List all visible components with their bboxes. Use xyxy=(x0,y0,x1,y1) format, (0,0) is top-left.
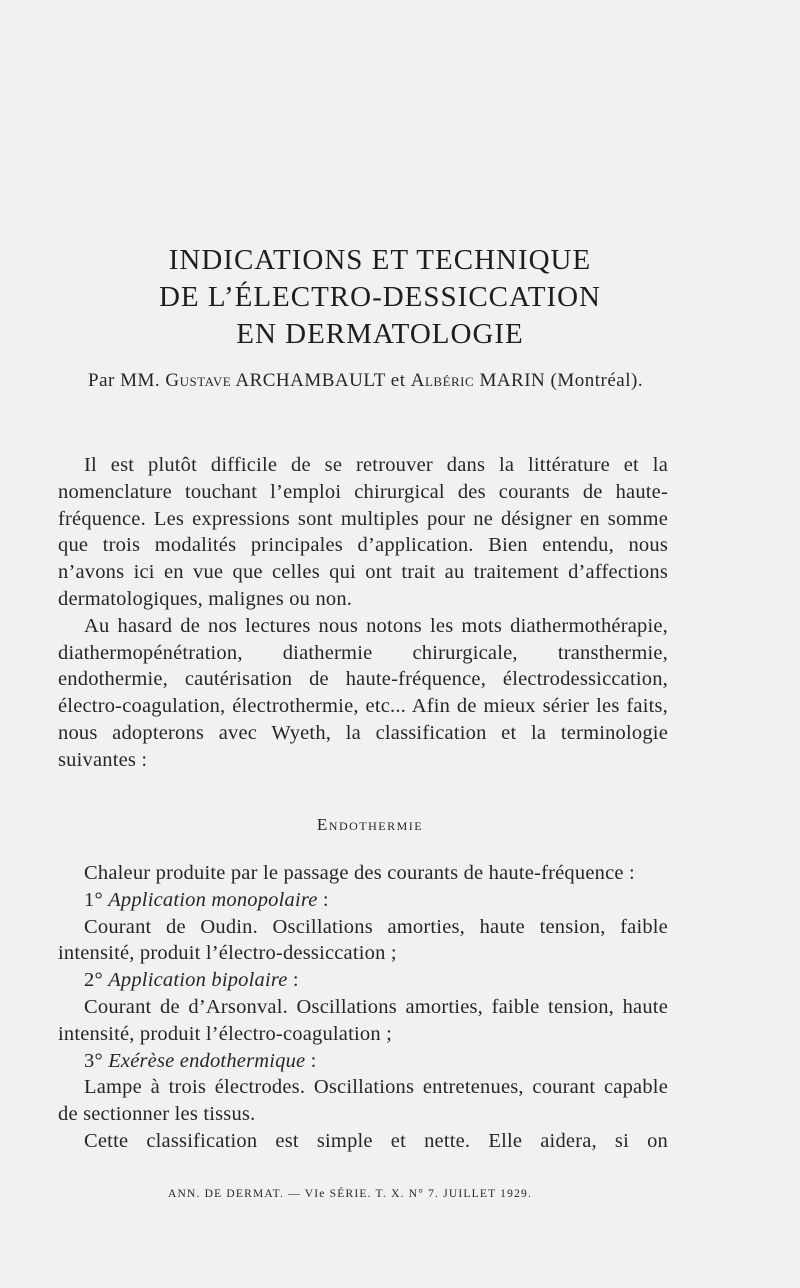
item3-number: 3° xyxy=(84,1049,103,1072)
journal-footer: ANN. DE DERMAT. — VIe SÉRIE. T. X. N° 7. JUILLET 1929. xyxy=(167,1188,533,1200)
author2-last-name: MARIN xyxy=(479,370,546,391)
article-title-line-1: INDICATIONS ET TECHNIQUE xyxy=(168,244,592,276)
list-item-1-title: 1° Application monopolaire : xyxy=(84,888,329,911)
author-byline xyxy=(88,370,688,392)
classification-list xyxy=(58,860,668,1155)
item2-title: Application bipolaire xyxy=(108,969,288,992)
intro-text xyxy=(58,452,668,774)
item1-number: 1° xyxy=(84,888,103,911)
closing-line: Cette classification est simple et nette. Elle aidera, si on xyxy=(84,1129,668,1152)
list-item-1-desc: Courant de Oudin. Oscillations amorties, haute tension, faible intensité, produit l’électro-dessiccation ; xyxy=(58,915,668,965)
item2-number: 2° xyxy=(84,969,103,992)
article-title-line-2: DE L’ÉLECTRO-DESSICCATION xyxy=(158,281,601,313)
section-heading: Endothermie xyxy=(316,815,424,834)
list-item-2-desc: Courant de d’Arsonval. Oscillations amorties, faible tension, haute intensité, produit l’électro-coagulation ; xyxy=(58,995,668,1045)
article-title-line-3: EN DERMATOLOGIE xyxy=(236,318,524,350)
author2-first-name: Albéric xyxy=(410,370,475,391)
list-item-3-desc: Lampe à trois électrodes. Oscillations entretenues, courant capable de sectionner les tissus. xyxy=(58,1076,668,1126)
paragraph-2: Au hasard de nos lectures nous notons les mots diathermothérapie, diathermopénétration, diathermie chirurgicale, transthermie, endothermie, cautérisation de haute-fréquence, électrodessiccation, électro-coagulation, électrothermie, etc... Afin de mieux sérier les faits, nous adopterons avec Wyeth, la classification et la terminologie suivantes : xyxy=(58,614,668,771)
list-item-3-title: 3° Exérèse endothermique : xyxy=(84,1049,317,1072)
author1-last-name: ARCHAMBAULT xyxy=(235,370,386,391)
list-item-2-title: 2° Application bipolaire : xyxy=(84,969,299,992)
byline-prefix: Par MM. xyxy=(88,370,166,391)
paragraph-1: Il est plutôt difficile de se retrouver dans la littérature et la nomenclature touchant l’emploi chirurgical des courants de haute-fréquence. Les expressions sont multiples pour ne désigner en somme que trois modalités principales d’application. Bien entendu, nous n’avons ici en vue que celles qui ont trait au traitement d’affections dermatologiques, malignes ou non. xyxy=(58,454,668,610)
section-intro: Chaleur produite par le passage des courants de haute-fréquence : xyxy=(84,862,635,884)
byline-conjunction: et xyxy=(385,370,411,391)
author1-first-name: Gustave xyxy=(165,370,232,391)
author-location: (Montréal). xyxy=(550,370,644,391)
item3-title: Exérèse endothermique xyxy=(108,1049,306,1072)
item1-title: Application monopolaire xyxy=(108,888,318,911)
